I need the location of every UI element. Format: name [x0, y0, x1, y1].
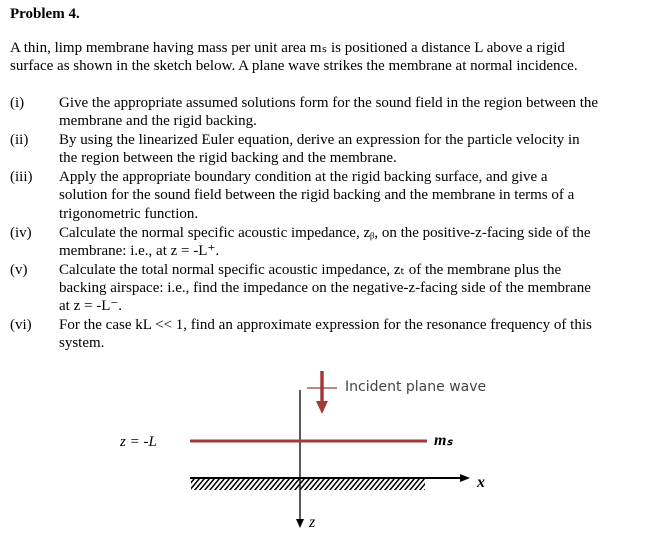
item-number: (ii) — [10, 132, 29, 148]
incident-label: Incident plane wave — [345, 379, 487, 395]
item-number: (i) — [10, 95, 25, 111]
item-number: (vi) — [10, 317, 32, 333]
item-line: backing airspace: i.e., find the impedance on the negative-z-facing side of the membrane — [59, 280, 591, 296]
problem-title: Problem 4. — [10, 6, 80, 22]
item-number: (iv) — [10, 225, 32, 241]
x-axis-label: x — [477, 474, 485, 491]
position-label: z = -L — [120, 434, 157, 450]
membrane-label: mₛ — [434, 432, 453, 449]
item-number: (v) — [10, 262, 28, 278]
z-axis-label: z — [309, 514, 316, 531]
item-line: For the case kL << 1, find an approximate expression for the resonance frequency of this — [59, 317, 592, 333]
intro-line: A thin, limp membrane having mass per unit area mₛ is positioned a distance L above a rigid — [10, 40, 565, 56]
item-line: at z = -L⁻. — [59, 298, 123, 314]
item-line: Calculate the normal specific acoustic impedance, zᵦ, on the positive-z-facing side of the — [59, 225, 591, 241]
item-line: Apply the appropriate boundary condition at the rigid backing surface, and give a — [59, 169, 548, 185]
item-number: (iii) — [10, 169, 33, 185]
item-line: solution for the sound field between the rigid backing and the membrane in terms of a — [59, 187, 575, 203]
rigid-surface-hatch — [191, 479, 425, 490]
item-line: membrane and the rigid backing. — [59, 113, 257, 129]
item-line: Give the appropriate assumed solutions form for the sound field in the region between the — [59, 95, 599, 111]
intro-line: surface as shown in the sketch below. A plane wave strikes the membrane at normal incidence. — [10, 58, 578, 74]
item-line: membrane: i.e., at z = -L⁺. — [59, 243, 220, 259]
x-axis-arrow — [460, 474, 470, 482]
item-line: trigonometric function. — [59, 206, 199, 222]
z-axis-arrow — [296, 519, 304, 528]
item-line: the region between the rigid backing and the membrane. — [59, 150, 397, 166]
item-line: Calculate the total normal specific acoustic impedance, zₜ of the membrane plus the — [59, 262, 562, 278]
incident-arrow-head — [316, 401, 328, 414]
item-line: By using the linearized Euler equation, derive an expression for the particle velocity in — [59, 132, 580, 148]
item-line: system. — [59, 335, 105, 351]
